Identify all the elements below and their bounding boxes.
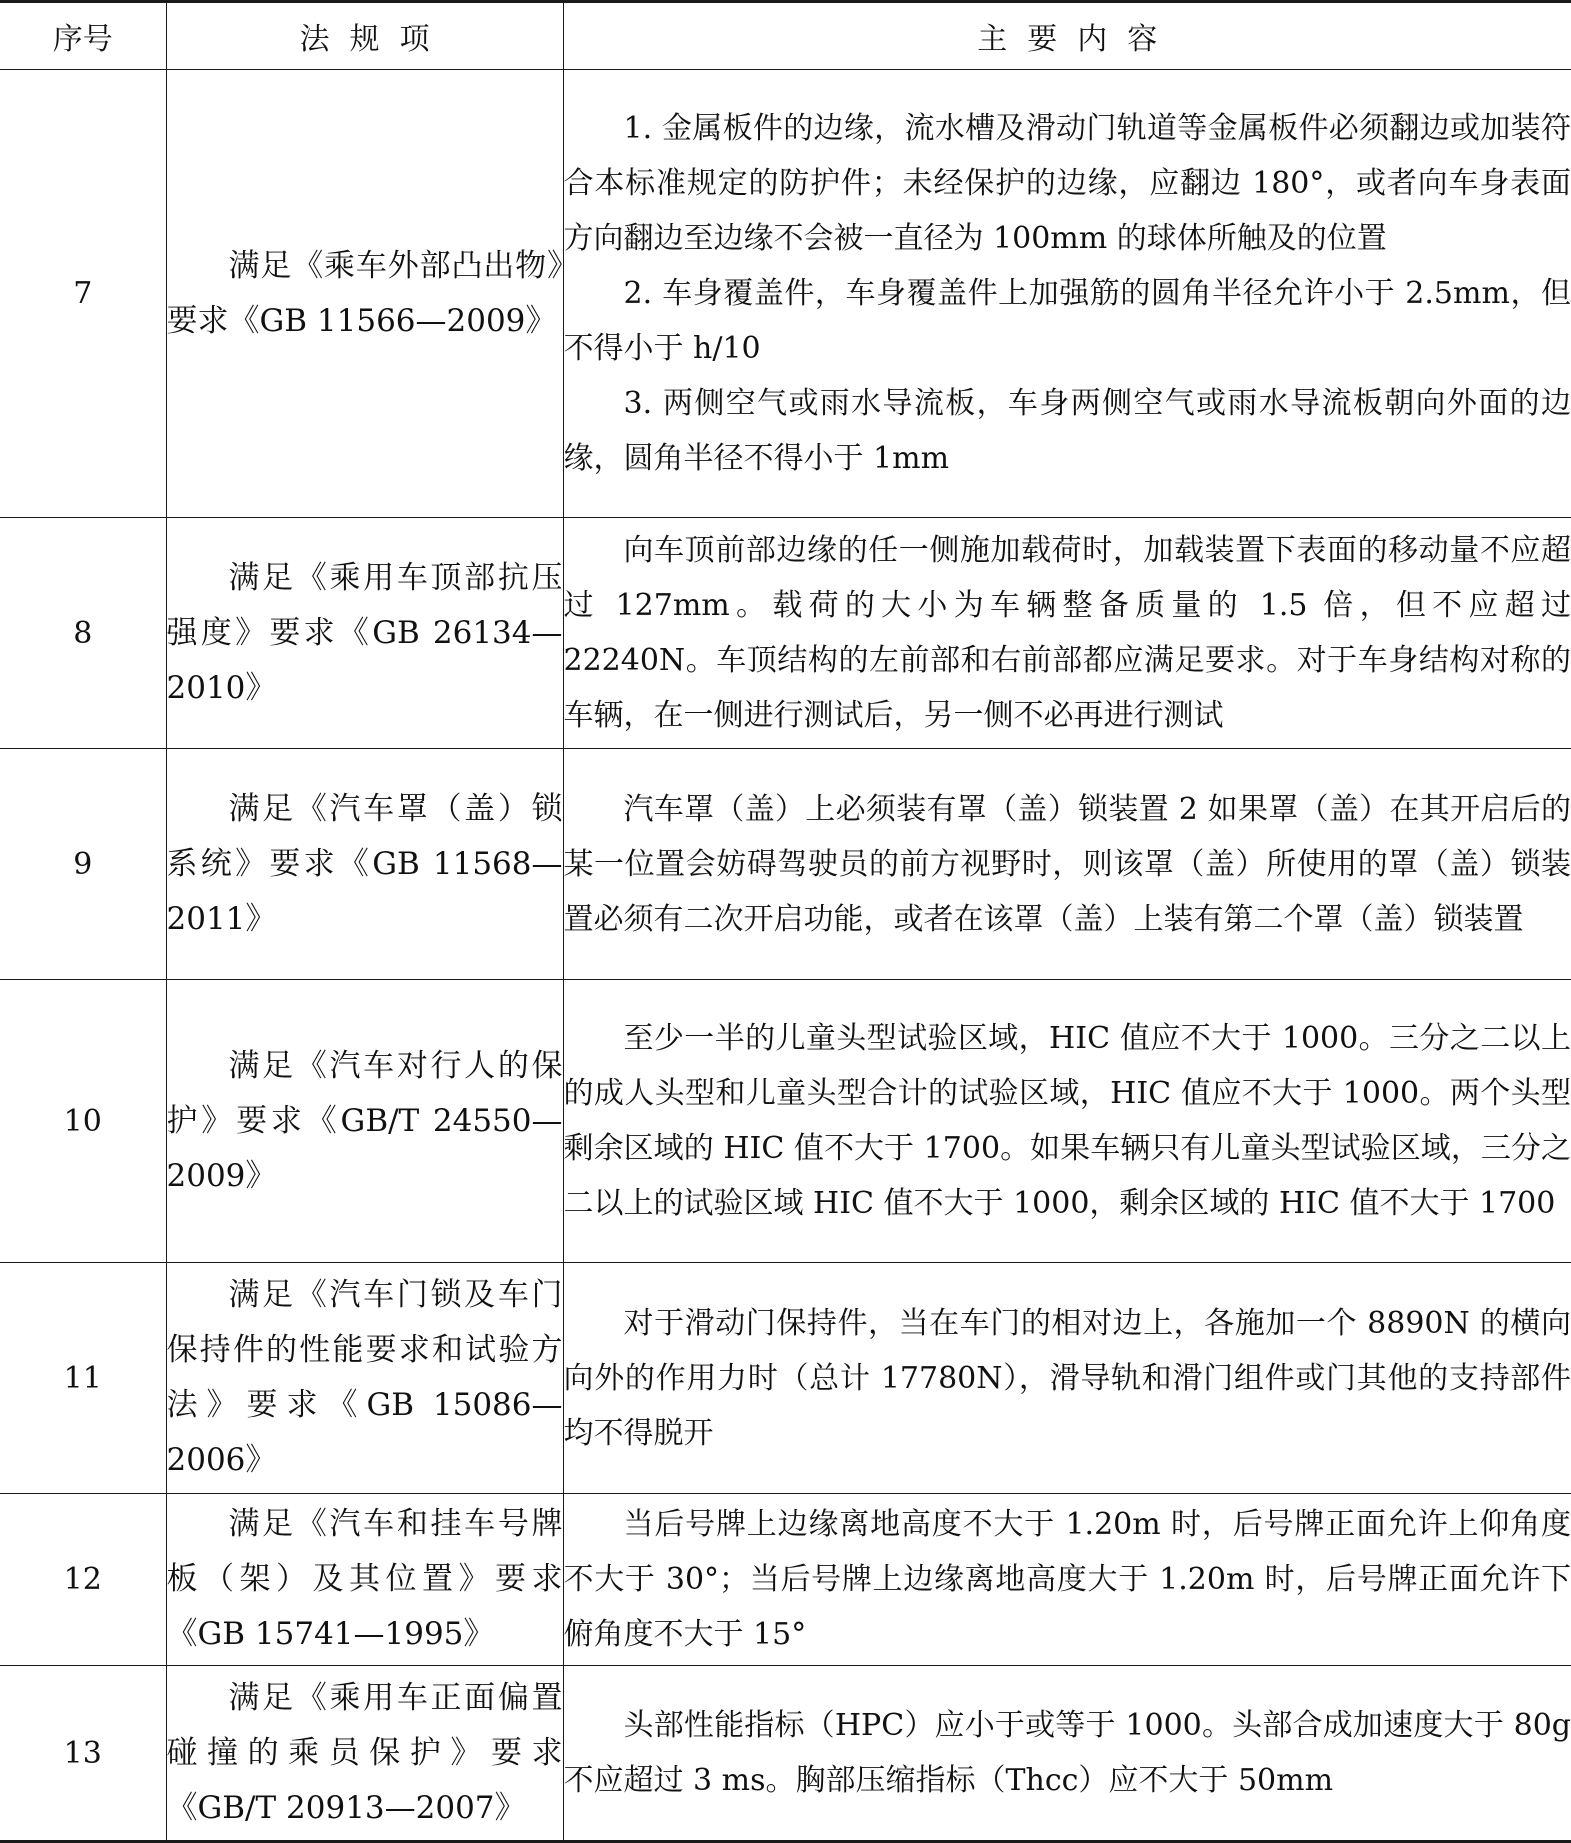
- row-content: [563, 1263, 1571, 1494]
- row-content: [563, 980, 1571, 1263]
- content-paragraph: 向车顶前部边缘的任一侧施加载荷时，加载装置下表面的移动量不应超过 127mm。载荷的大小为车辆整备质量的 1.5 倍，但不应超过 22240N。车顶结构的左前部和右前部都应满足要求。对于车身结构对称的车辆，在一侧进行测试后，另一侧不必再进行测试: [563, 533, 1571, 733]
- row-no: 10: [0, 980, 166, 1263]
- content-paragraph: 对于滑动门保持件，当在车门的相对边上，各施加一个 8890N 的横向向外的作用力时（总计 17780N），滑导轨和滑门组件或门其他的支持部件均不得脱开: [563, 1305, 1571, 1451]
- row-no: 8: [0, 518, 166, 749]
- content-paragraph: 1. 金属板件的边缘，流水槽及滑动门轨道等金属板件必须翻边或加装符合本标准规定的防护件；未经保护的边缘，应翻边 180°，或者向车身表面方向翻边至边缘不会被一直径为 100mm 的球体所触及的位置: [563, 111, 1571, 256]
- row-regulation: 满足《汽车罩（盖）锁系统》要求《GB 11568—2011》: [166, 749, 563, 980]
- row-content: [563, 518, 1571, 749]
- table-row: [0, 1494, 1571, 1666]
- row-no: 13: [0, 1666, 166, 1842]
- row-no: 12: [0, 1494, 166, 1666]
- table-row: [0, 1263, 1571, 1494]
- table-header-row: [0, 2, 1571, 70]
- row-regulation: 满足《汽车和挂车号牌板（架）及其位置》要求《GB 15741—1995》: [166, 1494, 563, 1666]
- row-regulation: 满足《乘用车顶部抗压强度》要求《GB 26134—2010》: [166, 518, 563, 749]
- row-content: [563, 70, 1571, 518]
- table-row: [0, 749, 1571, 980]
- header-no: 序号: [0, 2, 166, 70]
- content-paragraph: 头部性能指标（HPC）应小于或等于 1000。头部合成加速度大于 80g 不应超过 3 ms。胸部压缩指标（Thcc）应不大于 50mm: [563, 1708, 1571, 1798]
- row-no: 11: [0, 1263, 166, 1494]
- table-row: [0, 980, 1571, 1263]
- content-paragraph: 至少一半的儿童头型试验区域，HIC 值应不大于 1000。三分之二以上的成人头型和儿童头型合计的试验区域，HIC 值应不大于 1000。两个头型剩余区域的 HIC 值不大于 1700。如果车辆只有儿童头型试验区域，三分之二以上的试验区域 HIC 值不大于 1000，剩余区域的 HIC 值不大于 1700: [563, 1021, 1571, 1221]
- row-content: [563, 1494, 1571, 1666]
- row-regulation: 满足《汽车对行人的保护》要求《GB/T 24550—2009》: [166, 980, 563, 1263]
- row-regulation: 满足《汽车门锁及车门保持件的性能要求和试验方法》要求《GB 15086—2006》: [166, 1263, 563, 1494]
- table-row: [0, 1666, 1571, 1842]
- content-paragraph: 汽车罩（盖）上必须装有罩（盖）锁装置 2 如果罩（盖）在其开启后的某一位置会妨碍驾驶员的前方视野时，则该罩（盖）所使用的罩（盖）锁装置必须有二次开启功能，或者在该罩（盖）上装有第二个罩（盖）锁装置: [563, 791, 1571, 937]
- row-no: 9: [0, 749, 166, 980]
- header-regulation: 法规项: [166, 2, 563, 70]
- table-row: [0, 518, 1571, 749]
- table-row: [0, 70, 1571, 518]
- content-paragraph: 3. 两侧空气或雨水导流板，车身两侧空气或雨水导流板朝向外面的边缘，圆角半径不得小于 1mm: [563, 386, 1571, 476]
- row-regulation: 满足《乘车外部凸出物》要求《GB 11566—2009》: [166, 70, 563, 518]
- row-no: 7: [0, 70, 166, 518]
- row-content: [563, 749, 1571, 980]
- row-regulation: 满足《乘用车正面偏置碰撞的乘员保护》要求《GB/T 20913—2007》: [166, 1666, 563, 1842]
- content-paragraph: 2. 车身覆盖件，车身覆盖件上加强筋的圆角半径允许小于 2.5mm，但不得小于 h/10: [563, 276, 1571, 366]
- header-content: 主要内容: [563, 2, 1571, 70]
- row-content: [563, 1666, 1571, 1842]
- content-paragraph: 当后号牌上边缘离地高度不大于 1.20m 时，后号牌正面允许上仰角度不大于 30°；当后号牌上边缘离地高度大于 1.20m 时，后号牌正面允许下俯角度不大于 15°: [563, 1507, 1571, 1652]
